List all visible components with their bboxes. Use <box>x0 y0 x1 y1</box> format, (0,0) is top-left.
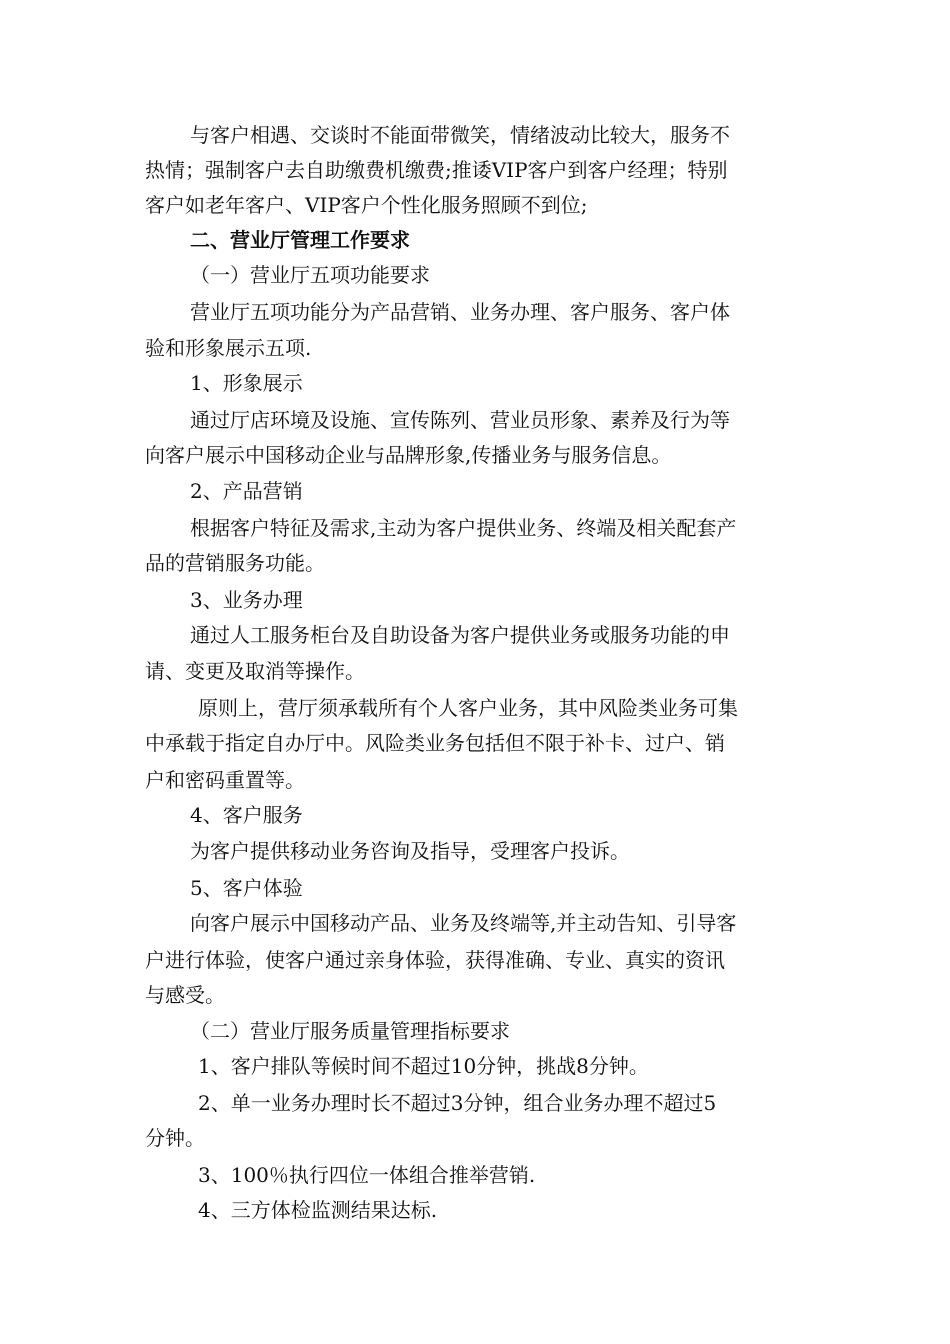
requirement-1: 1、客户排队等候时间不超过10分钟，挑战8分钟。 <box>198 1054 649 1078</box>
requirement-3: 3、100％执行四位一体组合推举营销. <box>198 1163 536 1187</box>
requirement-2: 2、单一业务办理时长不超过3分钟，组合业务办理不超过5 <box>198 1091 717 1115</box>
paragraph-line-6: 通过厅店环境及设施、宣传陈列、营业员形象、素养及行为等 <box>190 408 730 432</box>
paragraph-line-11: 请、变更及取消等操作。 <box>145 659 365 683</box>
paragraph-line-12: 原则上，营厅须承载所有个人客户业务，其中风险类业务可集 <box>198 696 738 720</box>
paragraph-line-8: 根据客户特征及需求,主动为客户提供业务、终端及相关配套产 <box>190 516 737 540</box>
paragraph-line-7: 向客户展示中国移动企业与品牌形象,传播业务与服务信息。 <box>145 443 672 467</box>
item-heading-5: 5、客户体验 <box>190 876 303 900</box>
requirement-2-continued: 分钟。 <box>145 1126 205 1150</box>
paragraph-line-3: 客户如老年客户、VIP客户个性化服务照顾不到位; <box>145 193 588 217</box>
paragraph-line-10: 通过人工服务柜台及自助设备为客户提供业务或服务功能的申 <box>190 623 730 647</box>
requirement-4: 4、三方体检监测结果达标. <box>198 1198 438 1222</box>
section-heading-2: 二、营业厅管理工作要求 <box>190 228 410 252</box>
paragraph-line-18: 与感受。 <box>145 983 225 1007</box>
paragraph-line-5: 验和形象展示五项. <box>145 336 312 360</box>
item-heading-3: 3、业务办理 <box>190 588 303 612</box>
item-heading-1: 1、形象展示 <box>190 371 303 395</box>
item-heading-4: 4、客户服务 <box>190 803 303 827</box>
paragraph-line-1: 与客户相遇、交谈时不能面带微笑，情绪波动比较大，服务不 <box>190 123 730 147</box>
paragraph-line-17: 户进行体验，使客户通过亲身体验，获得准确、专业、真实的资讯 <box>145 948 725 972</box>
paragraph-line-2: 热情；强制客户去自助缴费机缴费;推诿VIP客户到客户经理；特别 <box>145 158 728 182</box>
paragraph-line-13: 中承载于指定自办厅中。风险类业务包括但不限于补卡、过户、销 <box>145 731 725 755</box>
paragraph-line-9: 品的营销服务功能。 <box>145 551 325 575</box>
subsection-heading-2: （二）营业厅服务质量管理指标要求 <box>190 1019 510 1043</box>
paragraph-line-4: 营业厅五项功能分为产品营销、业务办理、客户服务、客户体 <box>190 300 730 324</box>
paragraph-line-16: 向客户展示中国移动产品、业务及终端等,并主动告知、引导客 <box>190 911 737 935</box>
subsection-heading-1: （一）营业厅五项功能要求 <box>190 263 430 287</box>
item-heading-2: 2、产品营销 <box>190 479 303 503</box>
paragraph-line-14: 户和密码重置等。 <box>145 768 305 792</box>
paragraph-line-15: 为客户提供移动业务咨询及指导，受理客户投诉。 <box>190 839 630 863</box>
